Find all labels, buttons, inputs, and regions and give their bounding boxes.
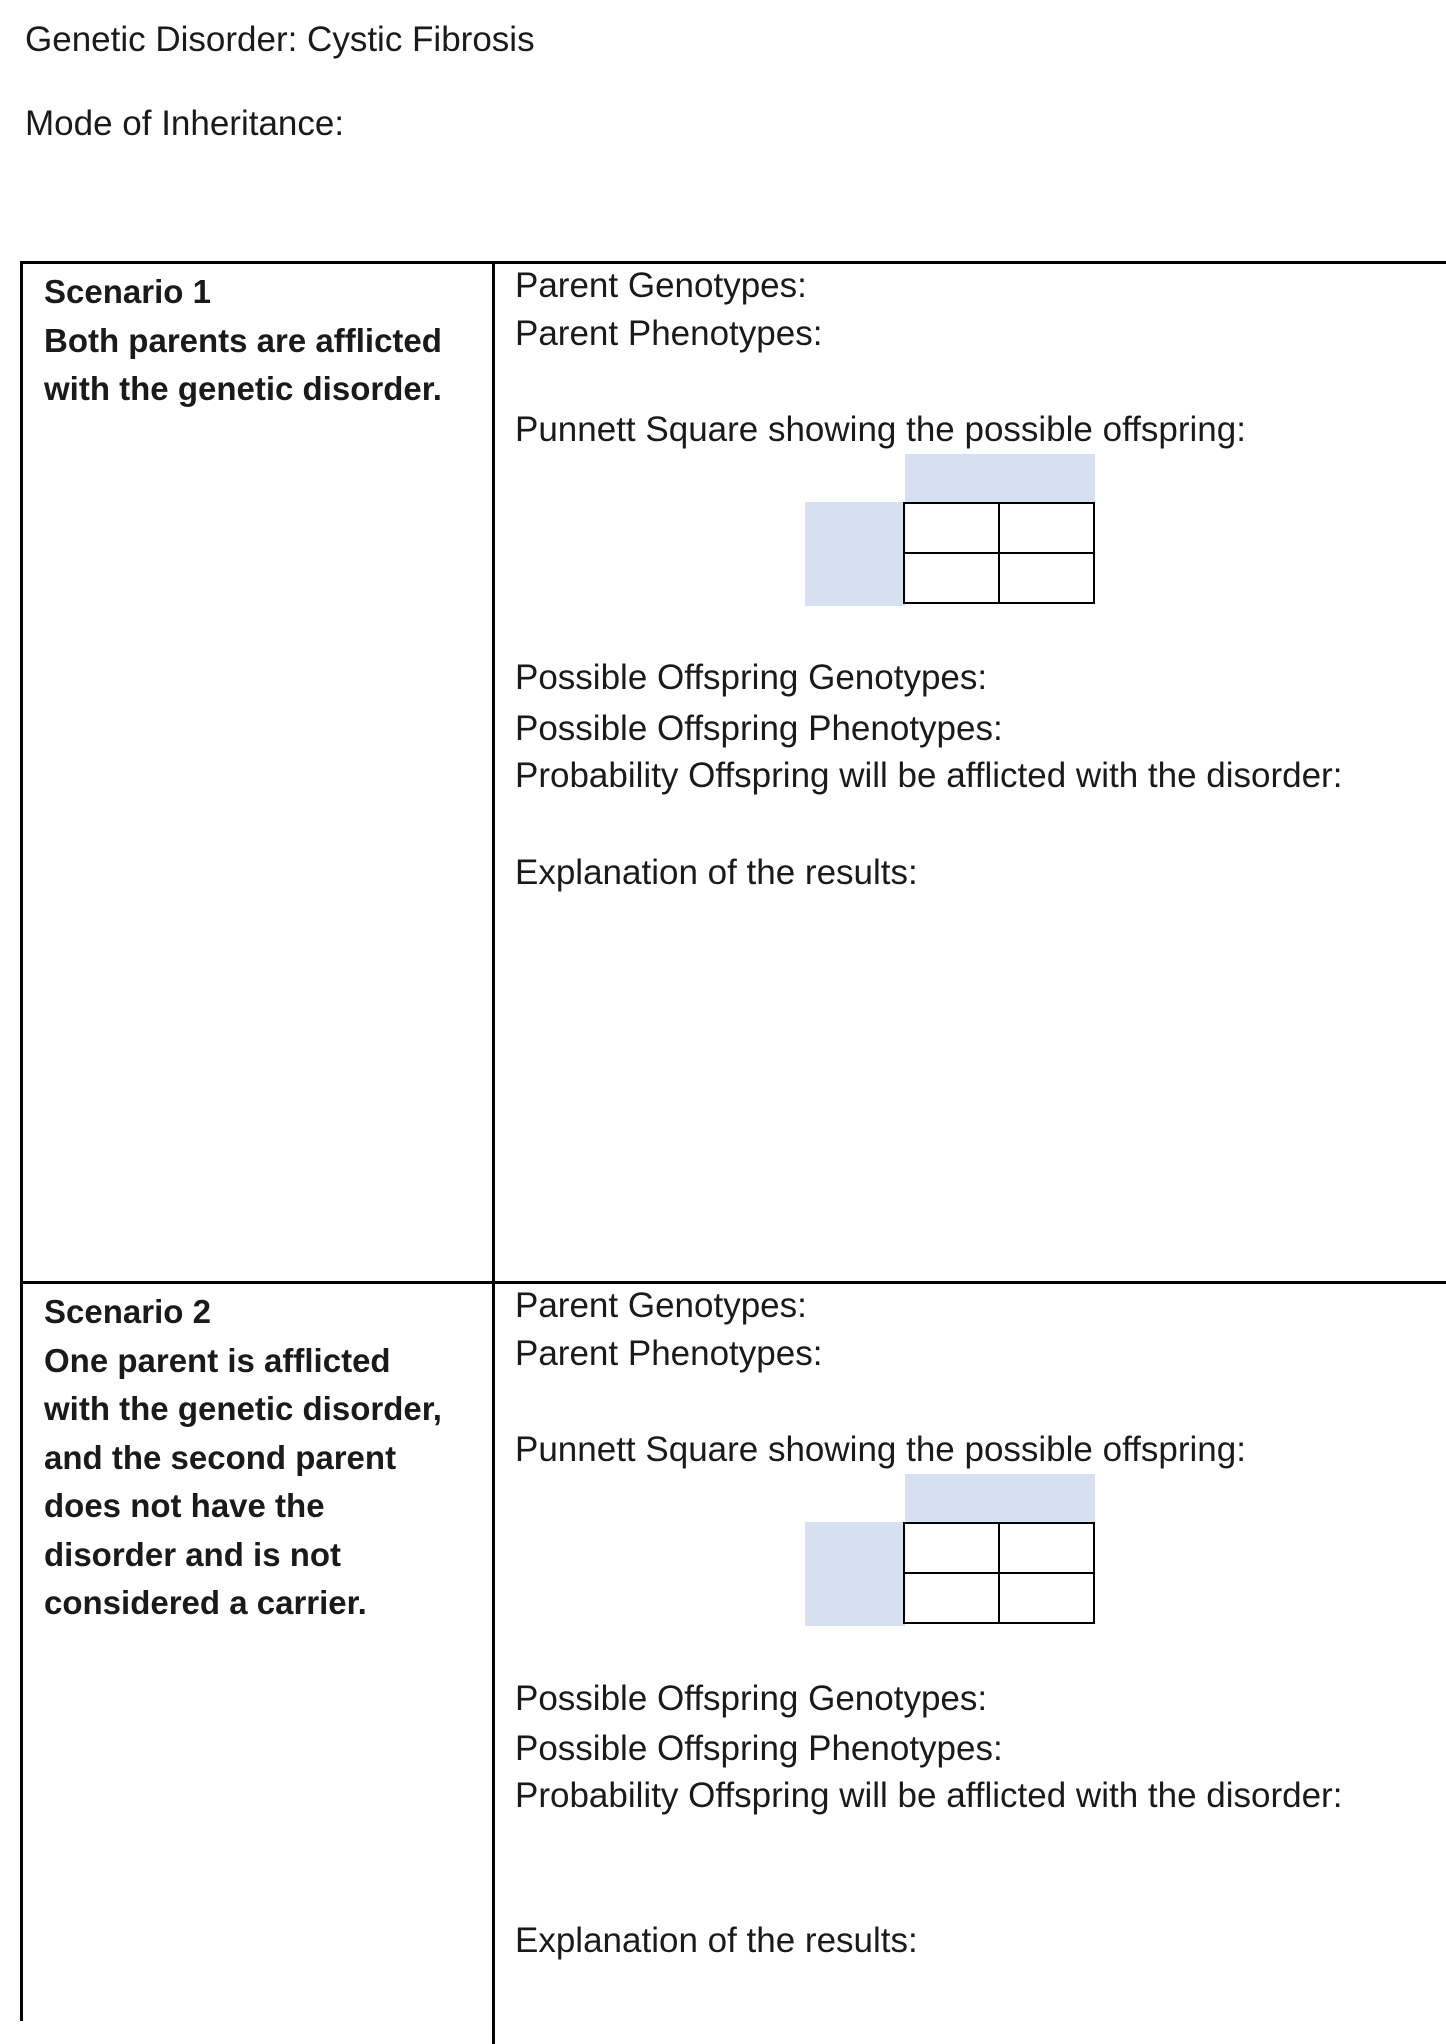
offspring-genotypes-label: Possible Offspring Genotypes: (515, 658, 988, 697)
punnett-left-allele-header[interactable] (805, 1522, 905, 1626)
scenario-2-description-line: and the second parent (44, 1438, 397, 1476)
affliction-probability-label: Probability Offspring will be afflicted with the disorder: (515, 756, 1343, 795)
punnett-square-title: Punnett Square showing the possible offspring: (515, 1430, 1246, 1469)
parent-phenotypes-label: Parent Phenotypes: (515, 1334, 823, 1373)
punnett-cell[interactable] (999, 553, 1094, 603)
offspring-genotypes-label: Possible Offspring Genotypes: (515, 1679, 988, 1718)
scenario-1-label-cell (23, 264, 495, 1281)
scenario-2-description-line: disorder and is not (44, 1535, 342, 1573)
scenario-2-description-line: does not have the (44, 1487, 325, 1524)
parent-genotypes-label: Parent Genotypes: (515, 266, 807, 305)
scenario-2-description-line: considered a carrier. (44, 1584, 367, 1621)
scenario-1-row (23, 264, 1446, 1284)
punnett-top-allele-header[interactable] (905, 1474, 1095, 1524)
punnett-grid (903, 502, 1095, 604)
punnett-cell[interactable] (904, 1523, 999, 1573)
punnett-cell[interactable] (999, 503, 1094, 553)
parent-genotypes-label: Parent Genotypes: (515, 1286, 807, 1325)
scenario-2-label-cell (23, 1284, 495, 2044)
parent-phenotypes-label: Parent Phenotypes: (515, 314, 823, 353)
punnett-left-allele-header[interactable] (805, 502, 905, 606)
scenario-1-description-line: with the genetic disorder. (44, 370, 442, 407)
explanation-label: Explanation of the results: (515, 1921, 918, 1960)
scenario-2-answer-cell[interactable] (495, 1284, 1446, 2044)
punnett-cell[interactable] (999, 1523, 1094, 1573)
document-title: Genetic Disorder: Cystic Fibrosis (25, 20, 535, 59)
scenario-1-description-line: Both parents are afflicted (44, 321, 442, 359)
punnett-square (805, 1474, 1095, 1626)
punnett-cell[interactable] (904, 1573, 999, 1623)
scenario-2-heading: Scenario 2 (44, 1293, 211, 1330)
punnett-square-title: Punnett Square showing the possible offspring: (515, 410, 1246, 449)
offspring-phenotypes-label: Possible Offspring Phenotypes: (515, 1729, 1003, 1768)
offspring-phenotypes-label: Possible Offspring Phenotypes: (515, 709, 1003, 748)
mode-of-inheritance-label: Mode of Inheritance: (25, 104, 345, 143)
scenario-table (20, 261, 1446, 2021)
scenario-1-answer-cell[interactable] (495, 264, 1446, 1281)
scenario-2-description-line: with the genetic disorder, (44, 1390, 442, 1427)
scenario-2-row (23, 1284, 1446, 2044)
punnett-cell[interactable] (904, 553, 999, 603)
explanation-label: Explanation of the results: (515, 853, 918, 892)
punnett-grid (903, 1522, 1095, 1624)
punnett-square (805, 454, 1095, 606)
scenario-1-heading: Scenario 1 (44, 273, 211, 310)
scenario-2-description-line: One parent is afflicted (44, 1341, 391, 1379)
punnett-cell[interactable] (904, 503, 999, 553)
punnett-top-allele-header[interactable] (905, 454, 1095, 504)
punnett-cell[interactable] (999, 1573, 1094, 1623)
affliction-probability-label: Probability Offspring will be afflicted with the disorder: (515, 1776, 1343, 1815)
